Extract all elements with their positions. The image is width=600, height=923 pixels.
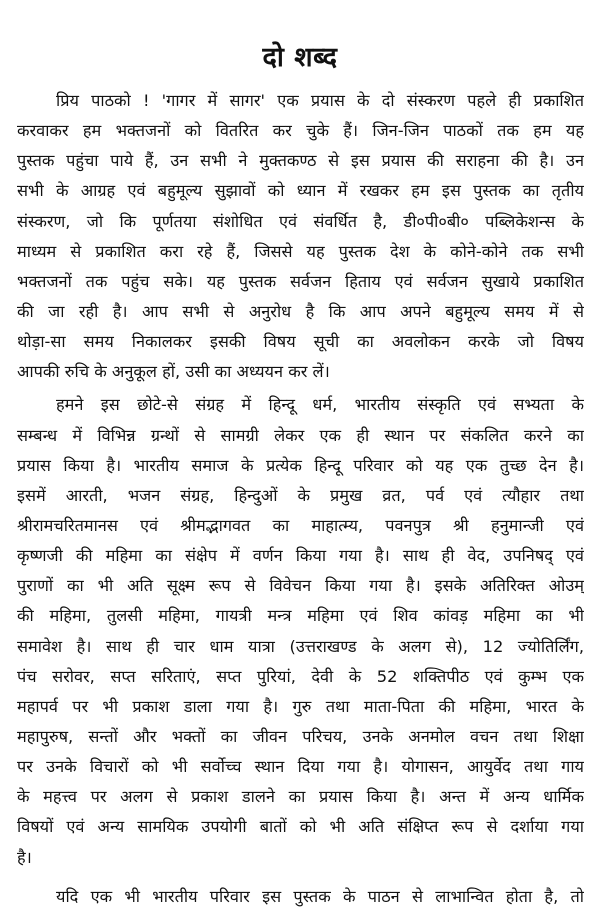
text-line: महापुरुष, सन्तों और भक्तों का जीवन परिचय, उनके अनमोल वचन तथा शिक्षा xyxy=(17,726,584,746)
text-line: थोड़ा-सा समय निकालकर इसकी विषय सूची का अवलोकन करके जो विषय xyxy=(17,332,584,352)
text-line: करवाकर हम भक्तजनों को वितरित कर चुके हैं। जिन-जिन पाठकों तक हम यह xyxy=(17,121,584,141)
text-line: सम्बन्ध में विभिन्न ग्रन्थों से सामग्री लेकर एक ही स्थान पर संकलित करने का xyxy=(17,425,584,445)
text-line: विषयों एवं अन्य सामयिक उपयोगी बातों को भी अति संक्षिप्त रूप से दर्शाया गया xyxy=(17,817,584,837)
paragraph-closing xyxy=(17,882,584,912)
text-line: पुस्तक पहुंचा पाये हैं, उन सभी ने मुक्तकण्ठ से इस प्रयास की सराहना की है। उन xyxy=(17,151,584,171)
text-line: की महिमा, तुलसी महिमा, गायत्री मन्त्र महिमा एवं शिव कांवड़ महिमा का भी xyxy=(17,606,584,626)
text-line: यदि एक भी भारतीय परिवार इस पुस्तक के पाठन से लाभान्वित होता है, तो xyxy=(56,886,584,906)
text-line: महापर्व पर भी प्रकाश डाला गया है। गुरु तथा माता-पिता की महिमा, भारत के xyxy=(17,696,584,716)
text-line: सभी के आग्रह एवं बहुमूल्य सुझावों को ध्यान में रखकर हम इस पुस्तक का तृतीय xyxy=(17,181,584,201)
page-title: दो शब्द xyxy=(262,42,338,73)
text-line: है। xyxy=(17,847,32,867)
text-line: संस्करण, जो कि पूर्णतया संशोधित एवं संवर्धित है, डी०पी०बी० पब्लिकेशन्स के xyxy=(17,211,584,231)
text-line: पुराणों का भी अति सूक्ष्म रूप से विवेचन किया गया है। इसके अतिरिक्त ओउम् xyxy=(17,576,584,596)
body-text xyxy=(17,86,584,912)
text-line: पंच सरोवर, सप्त सरिताएं, सप्त पुरियां, देवी के 52 शक्तिपीठ एवं कुम्भ एक xyxy=(17,666,584,686)
text-line: कृष्णजी की महिमा का संक्षेप में वर्णन किया गया है। साथ ही वेद, उपनिषद् एवं xyxy=(17,546,584,566)
text-line: की जा रही है। आप सभी से अनुरोध है कि आप अपने बहुमूल्य समय में से xyxy=(17,301,584,321)
text-line: श्रीरामचरितमानस एवं श्रीमद्भागवत का माहात्म्य, पवनपुत्र श्री हनुमान्जी एवं xyxy=(17,515,584,535)
text-line: हमने इस छोटे-से संग्रह में हिन्दू धर्म, भारतीय संस्कृति एवं सभ्यता के xyxy=(56,395,584,415)
text-line: इसमें आरती, भजन संग्रह, हिन्दुओं के प्रमुख व्रत, पर्व एवं त्यौहार तथा xyxy=(17,485,584,505)
text-line: आपकी रुचि के अनुकूल हों, उसी का अध्ययन कर लें। xyxy=(17,362,330,382)
paragraph-intro xyxy=(17,86,584,387)
text-line: माध्यम से प्रकाशित करा रहे हैं, जिससे यह पुस्तक देश के कोने-कोने तक सभी xyxy=(17,241,584,261)
text-line: प्रयास किया है। भारतीय समाज के प्रत्येक हिन्दू परिवार को यह एक तुच्छ देन है। xyxy=(17,455,584,475)
text-line: के महत्त्व पर अलग से प्रकाश डालने का प्रयास किया है। अन्त में अन्य धार्मिक xyxy=(17,787,584,807)
text-line: समावेश है। साथ ही चार धाम यात्रा (उत्तराखण्ड के अलग से), 12 ज्योतिर्लिंग, xyxy=(17,636,584,656)
text-line: भक्तजनों तक पहुंच सके। यह पुस्तक सर्वजन हिताय एवं सर्वजन सुखाये प्रकाशित xyxy=(17,271,584,291)
text-line: प्रिय पाठको ! 'गागर में सागर' एक प्रयास के दो संस्करण पहले ही प्रकाशित xyxy=(56,91,584,110)
text-line: पर उनके विचारों को भी सर्वोच्च स्थान दिया गया है। योगासन, आयुर्वेद तथा गाय xyxy=(17,757,584,777)
paragraph-contents xyxy=(17,390,584,872)
